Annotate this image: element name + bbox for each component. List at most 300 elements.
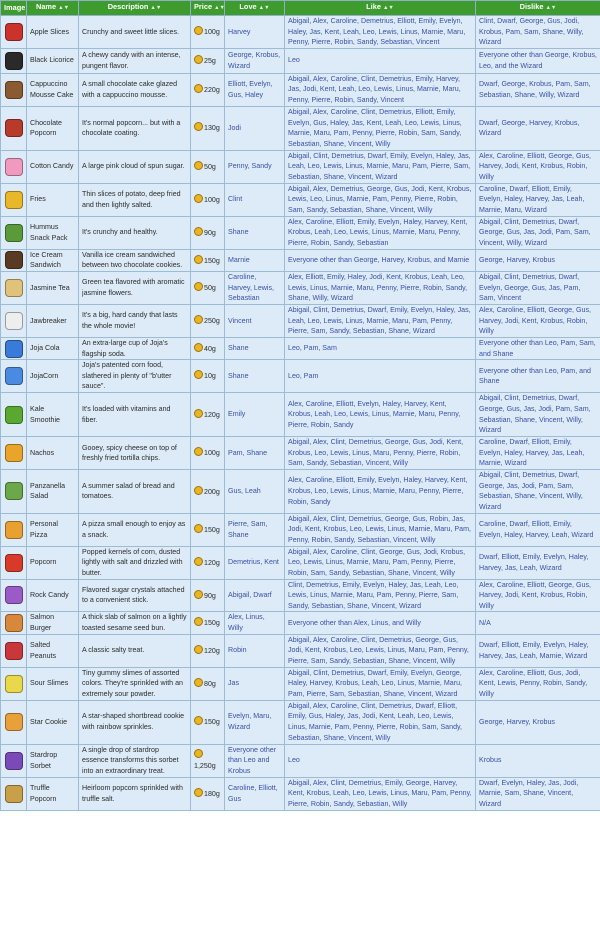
dislike-villagers[interactable]: Caroline, Dwarf, Elliott, Emily, Evelyn, Haley, Harvey, Jas, Leah, Marnie, Maru, Wizard [479,184,585,215]
item-love [225,48,285,73]
item-dislike [476,612,600,634]
item-love [225,360,285,393]
dislike-villagers[interactable]: Caroline, Dwarf, Elliott, Emily, Evelyn, Haley, Harvey, Leah, Wizard [479,519,594,539]
item-price-text: 90g [204,591,216,600]
gold-coin-icon [194,447,203,456]
item-description-text: Green tea flavored with aromatic jasmine flowers. [82,278,185,297]
item-name [27,700,79,744]
love-villagers[interactable]: Evelyn, Maru, Wizard [228,712,272,731]
sort-arrow-icon[interactable]: ▲▼ [545,5,557,12]
item-name [27,271,79,304]
item-dislike [476,667,600,700]
table-row [1,337,600,359]
item-name-text: Personal Pizza [30,519,58,539]
item-love [225,106,285,150]
item-like [285,634,476,667]
item-like [285,579,476,612]
item-love [225,437,285,470]
item-price [191,304,225,337]
dislike-villagers[interactable]: Everyone other than George, Krobus, Leo, and the Wizard [479,51,597,70]
item-price [191,150,225,183]
item-price-text: 180g [204,789,220,798]
item-name [27,183,79,216]
love-villagers[interactable]: Caroline, Harvey, Lewis, Sebastian [228,273,274,303]
item-description-text: Thin slices of potato, deep fried and then lightly salted. [82,190,181,209]
header-like[interactable]: Like ▲▼ [285,1,476,16]
header-love[interactable]: Love ▲▼ [225,1,285,16]
love-villagers[interactable]: Shane [228,371,249,380]
item-like [285,546,476,579]
item-name-text: Sour Slimes [30,679,69,688]
like-villagers[interactable]: Alex, Caroline, Elliott, Emily, Evelyn, Haley, Harvey, Kent, Krobus, Leah, Leo, Lewis, Linus, Marnie, Maru, Penny, Pierre, Robin, Sandy, Sebastian [288,217,468,248]
item-like [285,106,476,150]
hummus-snack-pack-icon[interactable] [5,224,23,242]
stardrop-sorbet-icon[interactable] [5,752,23,770]
dislike-villagers[interactable]: Abigail, Clint, Demetrius, Dwarf, George, Gus, Jas, Jodi, Pam, Sam, Sebastian, Shane, Vincent, Willy, Wizard [479,394,591,435]
dislike-villagers[interactable]: Dwarf, George, Harvey, Krobus, Wizard [479,118,580,138]
table-row [1,271,600,304]
item-dislike [476,579,600,612]
item-name [27,634,79,667]
love-villagers[interactable]: Everyone other than Leo and Krobus [228,745,277,775]
table-row [1,513,600,546]
ice-cream-sandwich-icon[interactable] [5,251,23,269]
item-love [225,744,285,777]
header-description[interactable]: Description ▲▼ [79,1,191,16]
salted-peanuts-icon[interactable] [5,642,23,660]
item-love [225,216,285,249]
item-description-text: It's crunchy and healthy. [82,228,158,237]
item-dislike [476,150,600,183]
item-description [79,579,191,612]
item-price-text: 120g [204,646,220,655]
item-image-cell [1,513,27,546]
item-dislike [476,634,600,667]
item-like [285,360,476,393]
star-cookie-icon[interactable] [5,713,23,731]
item-love [225,634,285,667]
item-description-text: A pizza small enough to enjoy as a snack. [82,519,186,539]
table-row [1,667,600,700]
item-name [27,48,79,73]
item-name-text: Rock Candy [30,591,69,600]
dislike-villagers[interactable]: Everyone other than Leo, Pam, and Shane [479,366,591,386]
love-villagers[interactable]: Jas [228,679,240,688]
item-name [27,150,79,183]
love-villagers[interactable]: Clint [228,195,243,204]
love-villagers[interactable]: Pam, Shane [228,448,268,457]
love-villagers[interactable]: Elliott, Evelyn, Gus, Haley [228,80,273,99]
item-name-text: Popcorn [30,558,57,567]
gold-coin-icon [194,282,203,291]
like-villagers[interactable]: Abigail, Alex, Caroline, Clint, Demetrius, George, Gus, Jodi, Kent, Krobus, Leo, Lewis, Linus, Maru, Pam, Penny, Pierre, Sam, Sandy, Sebastian, Shane, Vincent, Willy [288,635,469,665]
item-image-cell [1,700,27,744]
item-description [79,249,191,271]
love-villagers[interactable]: Harvey [228,27,251,36]
like-villagers[interactable]: Alex, Caroline, Elliott, Evelyn, Haley, Harvey, Kent, Krobus, Leah, Leo, Lewis, Linus, Marnie, Maru, Penny, Pierre, Robin, Sandy [288,399,461,429]
header-price[interactable]: Price ▲▼ [191,1,225,16]
item-price [191,393,225,437]
item-description-text: It's loaded with vitamins and fiber. [82,405,171,424]
item-name [27,360,79,393]
love-villagers[interactable]: Abigail, Dwarf [228,591,272,600]
item-name-text: Star Cookie [30,717,68,726]
gold-coin-icon [194,557,203,566]
table-header-row [1,1,600,16]
item-description-text: Joja's patented corn food, slathered in plenty of "b'utter sauce". [82,361,172,391]
table-row [1,150,600,183]
gold-coin-icon [194,161,203,170]
item-image-cell [1,304,27,337]
item-price [191,634,225,667]
item-price [191,360,225,393]
item-love [225,183,285,216]
item-price [191,546,225,579]
gold-coin-icon [194,409,203,418]
item-love [225,337,285,359]
gold-coin-icon [194,343,203,352]
black-licorice-icon[interactable] [5,52,23,70]
love-villagers[interactable]: Gus, Leah [228,487,261,496]
jawbreaker-icon[interactable] [5,312,23,330]
item-price [191,183,225,216]
like-villagers[interactable]: Abigail, Alex, Caroline, Clint, Demetrius, Elliott, Emily, Evelyn, Gus, Haley, Jas, Kent, Leah, Leo, Lewis, Linus, Marnie, Maru, Pam, Penny, Pierre, Robin, Sam, Sandy, Sebastian, Shane, Vincent, Willy [288,108,462,148]
item-love [225,304,285,337]
item-price [191,579,225,612]
love-villagers[interactable]: Pierre, Sam, Shane [228,519,268,539]
dislike-villagers[interactable]: Dwarf, Elliott, Emily, Evelyn, Haley, Harvey, Jas, Leah, Marnie, Wizard [479,640,589,660]
item-description [79,16,191,49]
item-description [79,150,191,183]
item-description-text: A single drop of stardrop essence transforms this sorbet into an extraordinary treat. [82,745,179,775]
item-name [27,667,79,700]
gold-coin-icon [194,194,203,203]
item-price [191,744,225,777]
header-dislike[interactable]: Dislike ▲▼ [476,1,600,16]
like-villagers[interactable]: Abigail, Clint, Demetrius, Dwarf, Emily, Evelyn, George, Haley, Harvey, Krobus, Leah, Leo, Linus, Marnie, Maru, Pam, Pierre, Sam, Sebastian, Shane, Vincent, Wizard [288,668,463,698]
item-like [285,16,476,49]
item-description-text: Popped kernels of corn, dusted lightly with salt and drizzled with butter. [82,547,183,577]
fries-icon[interactable] [5,191,23,209]
like-villagers[interactable]: Leo, Pam [288,371,319,380]
love-villagers[interactable]: Robin [228,646,247,655]
item-price-text: 120g [204,410,220,419]
item-image-cell [1,777,27,810]
gold-coin-icon [194,55,203,64]
like-villagers[interactable]: Abigail, Clint, Demetrius, Dwarf, Emily, Evelyn, Haley, Jas, Leah, Leo, Lewis, Linus, Marnie, Maru, Pam, Pierre, Sam, Sebastian, Shane, Vincent, Wizard [288,151,471,182]
dislike-villagers[interactable]: Alex, Caroline, Elliott, George, Gus, Harvey, Jodi, Kent, Krobus, Robin, Willy [479,306,591,336]
item-description [79,634,191,667]
item-name [27,612,79,634]
love-villagers[interactable]: Vincent [228,316,252,325]
item-price-text: 80g [204,679,216,688]
item-love [225,470,285,513]
love-villagers[interactable]: Caroline, Elliott, Gus [228,783,278,803]
jojacorn-icon[interactable] [5,367,23,385]
dislike-villagers[interactable]: Alex, Caroline, Elliott, George, Gus, Harvey, Jodi, Kent, Krobus, Robin, Willy [479,151,591,182]
item-name [27,106,79,150]
item-description-text: A chewy candy with an intense, pungent flavor. [82,51,181,70]
table-row [1,612,600,634]
item-name-text: Hummus Snack Pack [30,223,68,242]
popcorn-icon[interactable] [5,554,23,572]
header-name[interactable]: Name ▲▼ [27,1,79,16]
table-row [1,106,600,150]
item-name-text: Cotton Candy [30,162,74,171]
table-row [1,73,600,106]
item-price [191,437,225,470]
dislike-villagers[interactable]: George, Harvey, Krobus [479,717,555,726]
rock-candy-icon[interactable] [5,586,23,604]
item-name-text: Jawbreaker [30,316,67,325]
item-description [79,183,191,216]
like-villagers[interactable]: Clint, Demetrius, Emily, Evelyn, Haley, Jas, Leah, Leo, Lewis, Linus, Marnie, Maru, Pam, Penny, Pierre, Sam, Sandy, Sebastian, Shane, Vincent, Wizard [288,580,459,610]
love-villagers[interactable]: Demetrius, Kent [228,558,279,567]
sort-arrow-icon[interactable]: ▲▼ [58,5,70,12]
love-villagers[interactable]: Penny, Sandy [228,162,272,171]
item-description-text: A large pink cloud of spun sugar. [82,162,185,171]
love-villagers[interactable]: Emily [228,410,246,419]
item-image-cell [1,73,27,106]
item-price [191,513,225,546]
cotton-candy-icon[interactable] [5,158,23,176]
item-name [27,470,79,513]
table-row [1,777,600,810]
item-description [79,437,191,470]
like-villagers[interactable]: Alex, Elliott, Emily, Haley, Jodi, Kent, Krobus, Leah, Leo, Lewis, Linus, Marnie, Maru, Penny, Pierre, Robin, Sandy, Shane, Willy, Wizard [288,273,468,303]
like-villagers[interactable]: Abigail, Alex, Caroline, Clint, Demetrius, Emily, Harvey, Jas, Jodi, Kent, Leah, Leo, Lewis, Linus, Marnie, Maru, Penny, Pierre, Robin, Sandy, Vincent [288,74,461,105]
table-row [1,393,600,437]
item-image-cell [1,337,27,359]
item-name [27,337,79,359]
jasmine-tea-icon[interactable] [5,279,23,297]
love-villagers[interactable]: Shane [228,344,249,353]
dislike-villagers[interactable]: N/A [479,618,491,627]
item-like [285,700,476,744]
like-villagers[interactable]: Abigail, Alex, Clint, Demetrius, George, Gus, Robin, Jas, Jodi, Kent, Krobus, Leo, Lewis, Linus, Marnie, Maru, Pam, Penny, Robin, Sandy, Sebastian, Vincent, Willy [288,514,471,544]
table-row [1,304,600,337]
like-villagers[interactable]: Abigail, Alex, Demetrius, George, Gus, Jodi, Kent, Krobus, Lewis, Leo, Linus, Marnie, Pam, Penny, Pierre, Robin, Sam, Sandy, Sebastian, Shane, Vincent, Willy [288,184,472,215]
item-price-text: 220g [204,85,220,94]
salmon-burger-icon[interactable] [5,614,23,632]
item-description [79,513,191,546]
dislike-villagers[interactable]: Everyone other than Leo, Pam, Sam, and Shane [479,338,596,358]
table-row [1,249,600,271]
item-name-text: Salted Peanuts [30,640,57,660]
item-image-cell [1,744,27,777]
item-description-text: Tiny gummy slimes of assorted colors. They're sprinkled with an extremely sour powder. [82,668,183,698]
item-like [285,513,476,546]
item-name [27,216,79,249]
item-image-cell [1,579,27,612]
item-price-text: 10g [204,372,216,381]
like-villagers[interactable]: Everyone other than Alex, Linus, and Willy [288,618,421,627]
item-name-text: Truffle Popcorn [30,783,57,803]
dislike-villagers[interactable]: Caroline, Dwarf, Elliott, Emily, Evelyn, Haley, Harvey, Jas, Leah, Marnie, Wizard [479,438,585,468]
sort-arrow-icon[interactable]: ▲▼ [382,5,394,12]
item-love [225,150,285,183]
chocolate-popcorn-icon[interactable] [5,119,23,137]
gold-coin-icon [194,486,203,495]
dislike-villagers[interactable]: Abigail, Clint, Demetrius, Dwarf, George, Gus, Jas, Jodi, Pam, Sam, Vincent, Willy, Wizard [479,217,591,248]
dislike-villagers[interactable]: Abigail, Clint, Demetrius, Dwarf, Evelyn, George, Gus, Jas, Pam, Sam, Vincent [479,273,581,303]
item-price [191,249,225,271]
item-price-text: 130g [204,124,220,133]
item-like [285,216,476,249]
dislike-villagers[interactable]: Alex, Caroline, Elliott, Gus, Jodi, Kent, Lewis, Penny, Robin, Sandy, Willy [479,668,588,698]
dislike-villagers[interactable]: Dwarf, George, Krobus, Pam, Sam, Sebastian, Shane, Willy, Wizard [479,80,591,99]
gold-coin-icon [194,122,203,131]
table-row [1,216,600,249]
like-villagers[interactable]: Leo [288,56,300,65]
item-love [225,700,285,744]
dislike-villagers[interactable]: George, Harvey, Krobus [479,256,555,265]
like-villagers[interactable]: Abigail, Alex, Clint, Demetrius, Emily, George, Harvey, Kent, Krobus, Leah, Leo, Lewis, Linus, Maru, Pam, Penny, Pierre, Robin, Sandy, Sebastian, Willy [288,778,472,808]
item-name-text: Black Licorice [30,56,74,65]
item-dislike [476,470,600,513]
gold-coin-icon [194,524,203,533]
joja-cola-icon[interactable] [5,340,23,358]
item-price-text: 100g [204,195,220,204]
personal-pizza-icon[interactable] [5,521,23,539]
item-price [191,337,225,359]
item-dislike [476,437,600,470]
dislike-villagers[interactable]: Dwarf, Elliott, Emily, Evelyn, Haley, Harvey, Jas, Leah, Wizard [479,552,589,572]
item-name-text: Stardrop Sorbet [30,750,58,770]
item-price [191,48,225,73]
item-price-text: 200g [204,487,220,496]
cappuccino-mousse-cake-icon[interactable] [5,81,23,99]
item-love [225,667,285,700]
gold-coin-icon [194,227,203,236]
gold-coin-icon [194,255,203,264]
dislike-villagers[interactable]: Clint, Dwarf, George, Gus, Jodi, Krobus, Pam, Sam, Shane, Willy, Wizard [479,17,584,47]
item-image-cell [1,437,27,470]
item-description [79,546,191,579]
item-price [191,216,225,249]
table-row [1,437,600,470]
item-description [79,360,191,393]
item-name [27,437,79,470]
gold-coin-icon [194,370,203,379]
item-name-text: Ice Cream Sandwich [30,250,63,270]
like-villagers[interactable]: Alex, Caroline, Elliott, Emily, Evelyn, Haley, Harvey, Kent, Krobus, Leo, Lewis, Linus, Marnie, Maru, Penny, Pierre, Robin, Sandy [288,476,468,506]
item-price [191,271,225,304]
item-description [79,337,191,359]
item-image-cell [1,216,27,249]
item-name-text: JojaCorn [30,371,59,380]
item-like [285,337,476,359]
item-price [191,700,225,744]
header-image[interactable]: Image [1,1,27,16]
apple-slices-icon[interactable] [5,23,23,41]
item-love [225,579,285,612]
item-description-text: Crunchy and sweet little slices. [82,27,179,36]
item-name [27,777,79,810]
like-villagers[interactable]: Leo [288,756,300,765]
love-villagers[interactable]: Marnie [228,256,250,265]
item-description-text: It's normal popcorn... but with a chocolate coating. [82,118,181,138]
item-price-text: 50g [204,284,216,293]
item-image-cell [1,546,27,579]
like-villagers[interactable]: Abigail, Alex, Clint, Demetrius, George, Gus, Jodi, Kent, Krobus, Leo, Lewis, Linus, Maru, Penny, Pierre, Robin, Sam, Sandy, Sebastian, Vincent, Willy [288,438,464,468]
like-villagers[interactable]: Leo, Pam, Sam [288,344,337,353]
item-description-text: A thick slab of salmon on a lightly toasted sesame seed bun. [82,613,187,632]
item-love [225,73,285,106]
like-villagers[interactable]: Abigail, Clint, Demetrius, Dwarf, Emily, Evelyn, Haley, Jas, Leah, Leo, Lewis, Linus, Marnie, Maru, Pam, Penny, Pierre, Sam, Sandy, Sebastian, Shane, Wizard [288,306,471,336]
gold-coin-icon [194,678,203,687]
love-villagers[interactable]: Jodi [228,123,242,132]
item-dislike [476,249,600,271]
item-description-text: A summer salad of bread and tomatoes. [82,481,175,501]
item-dislike [476,777,600,810]
item-image-cell [1,612,27,634]
sort-arrow-icon[interactable]: ▲▼ [258,5,270,12]
sort-arrow-icon[interactable]: ▲▼ [150,5,162,12]
item-description [79,216,191,249]
item-image-cell [1,470,27,513]
item-name-text: Chocolate Popcorn [30,118,62,138]
item-price [191,73,225,106]
item-like [285,48,476,73]
item-love [225,271,285,304]
sort-arrow-icon[interactable]: ▲▼ [214,5,225,12]
item-image-cell [1,106,27,150]
item-image-cell [1,360,27,393]
item-price-text: 150g [204,619,220,628]
item-name [27,393,79,437]
item-dislike [476,700,600,744]
like-villagers[interactable]: Abigail, Alex, Caroline, Clint, George, Gus, Jodi, Krobus, Leo, Lewis, Linus, Marnie, Maru, Pam, Penny, Pierre, Robin, Sam, Sandy, Sebastian, Shane, Vincent, Willy [288,547,466,577]
sour-slimes-icon[interactable] [5,675,23,693]
gold-coin-icon [194,788,203,797]
dislike-villagers[interactable]: Alex, Caroline, Elliott, George, Gus, Harvey, Jodi, Kent, Krobus, Robin, Willy [479,580,591,610]
panzanella-salad-icon[interactable] [5,482,23,500]
item-name [27,579,79,612]
truffle-popcorn-icon[interactable] [5,785,23,803]
love-villagers[interactable]: Shane [228,228,249,237]
item-like [285,304,476,337]
nachos-icon[interactable] [5,444,23,462]
item-image-cell [1,667,27,700]
dislike-villagers[interactable]: Abigail, Clint, Demetrius, Dwarf, George, Jas, Jodi, Pam, Sam, Sebastian, Shane, Vincent, Willy, Wizard [479,471,583,511]
love-villagers[interactable]: George, Krobus, Wizard [228,51,281,70]
dislike-villagers[interactable]: Dwarf, Evelyn, Haley, Jas, Jodi, Marnie, Sam, Shane, Vincent, Wizard [479,778,579,808]
like-villagers[interactable]: Abigail, Alex, Caroline, Clint, Demetrius, Dwarf, Elliott, Emily, Gus, Haley, Jas, Jodi, Kent, Leah, Leo, Lewis, Linus, Marnie, Pam, Penny, Pierre, Robin, Sam, Sandy, Sebastian, Shane, Vincent, Willy [288,701,463,742]
item-price-text: 100g [204,28,220,37]
dislike-villagers[interactable]: Krobus [479,756,502,765]
item-name-text: Panzanella Salad [30,481,66,501]
item-love [225,249,285,271]
item-dislike [476,360,600,393]
item-name [27,16,79,49]
like-villagers[interactable]: Everyone other than George, Harvey, Krobus, and Marnie [288,256,470,265]
item-price [191,106,225,150]
item-description-text: Gooey, spicy cheese on top of freshly fried tortilla chips. [82,443,177,463]
item-price [191,667,225,700]
gold-coin-icon [194,84,203,93]
gold-coin-icon [194,315,203,324]
table-row [1,546,600,579]
like-villagers[interactable]: Abigail, Alex, Caroline, Demetrius, Elliott, Emily, Evelyn, Haley, Jas, Kent, Leah, Leo, Lewis, Linus, Marnie, Maru, Penny, Pierre, Robin, Sandy, Sebastian, Vincent [288,17,466,47]
item-price-text: 250g [204,317,220,326]
item-name-text: Salmon Burger [30,613,55,632]
table-row [1,360,600,393]
kale-smoothie-icon[interactable] [5,406,23,424]
item-like [285,667,476,700]
love-villagers[interactable]: Alex, Linus, Willy [228,613,265,632]
item-dislike [476,216,600,249]
